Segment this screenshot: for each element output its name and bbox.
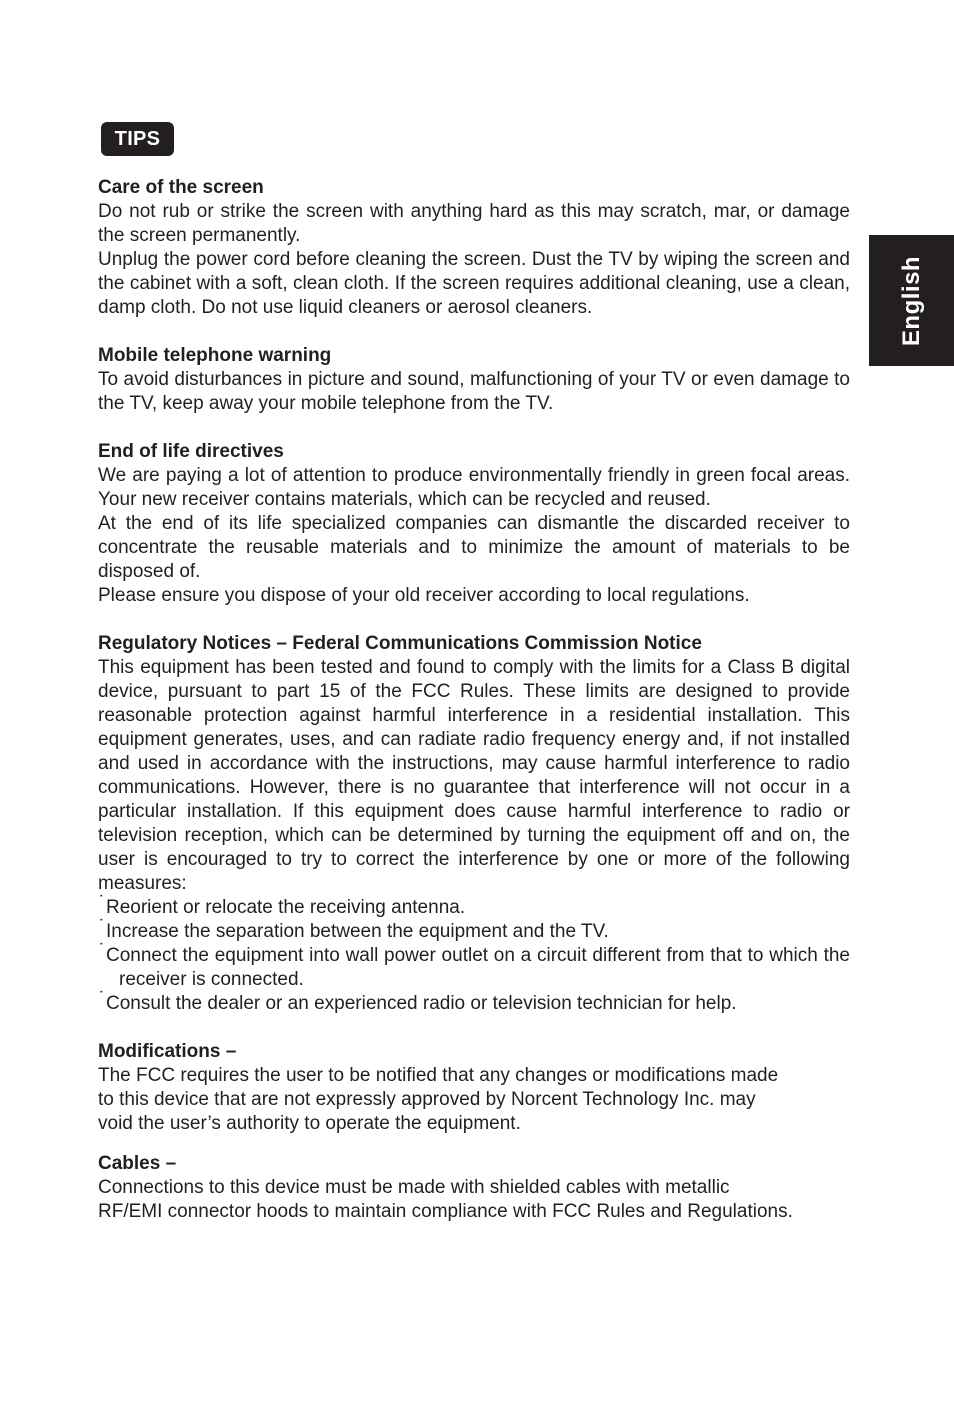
text-line: void the user’s authority to operate the equipment. (98, 1113, 521, 1134)
list-item-text: Reorient or relocate the receiving antenna. (106, 897, 466, 918)
paragraph: To avoid disturbances in picture and sound, malfunctioning of your TV or even damage to the TV, keep away your mobile telephone from the TV. (98, 369, 850, 414)
section-mobile-telephone-warning (98, 344, 850, 416)
section-fcc-notice (98, 632, 850, 1016)
paragraph: Do not rub or strike the screen with anything hard as this may scratch, mar, or damage the screen permanently. (98, 201, 850, 246)
list-item-text: Consult the dealer or an experienced radio or television technician for help. (106, 993, 737, 1014)
tips-badge: TIPS (101, 122, 174, 156)
text-line: RF/EMI connector hoods to maintain compliance with FCC Rules and Regulations. (98, 1201, 793, 1222)
section-cables (98, 1152, 850, 1224)
bullet-mark: ˙ (99, 917, 106, 938)
list-item (98, 893, 850, 920)
text-line: The FCC requires the user to be notified that any changes or modifications made (98, 1065, 779, 1086)
tips-content (98, 176, 850, 1248)
section-modifications (98, 1040, 850, 1136)
paragraph: At the end of its life specialized companies can dismantle the discarded receiver to concentrate the reusable materials and to minimize the amount of materials to be disposed of. (98, 513, 850, 582)
list-item (98, 941, 850, 992)
section-end-of-life (98, 440, 850, 608)
paragraph: Please ensure you dispose of your old receiver according to local regulations. (98, 585, 750, 606)
paragraph: This equipment has been tested and found to comply with the limits for a Class B digital device, pursuant to part 15 of the FCC Rules. These limits are designed to provide reasonable protection against harmful interference in a residential installation. This equipment generates, uses, and can radiate radio frequency energy and, if not installed and used in accordance with the instructions, may cause harmful interference to radio communications. However, there is no guarantee that interference will not occur in a particular installation. If this equipment does cause harmful interference to radio or television reception, which can be determined by turning the equipment off and on, the user is encouraged to try to correct the interference by one or more of the following measures: (98, 657, 850, 894)
bullet-mark: ˙ (99, 941, 106, 962)
bullet-mark: ˙ (99, 893, 106, 914)
paragraph: Unplug the power cord before cleaning the screen. Dust the TV by wiping the screen and the cabinet with a soft, clean cloth. If the screen requires additional cleaning, use a clean, damp cloth. Do not use liquid cleaners or aerosol cleaners. (98, 249, 850, 318)
section-heading: Care of the screen (98, 177, 264, 198)
section-heading: Modifications – (98, 1041, 237, 1062)
section-care-of-screen (98, 176, 850, 320)
bullet-mark: ˙ (99, 989, 106, 1010)
list-item (98, 917, 850, 944)
list-item-text: Connect the equipment into wall power outlet on a circuit different from that to which the receiver is connected. (106, 945, 850, 990)
measures-list (98, 893, 850, 1016)
text-line: Connections to this device must be made with shielded cables with metallic (98, 1177, 730, 1198)
section-heading: Cables – (98, 1153, 177, 1174)
paragraph: We are paying a lot of attention to produce environmentally friendly in green focal areas. Your new receiver contains materials, which can be recycled and reused. (98, 465, 850, 510)
list-item (98, 989, 850, 1016)
section-heading: Regulatory Notices – Federal Communications Commission Notice (98, 633, 702, 654)
list-item-text: Increase the separation between the equipment and the TV. (106, 921, 609, 942)
section-heading: Mobile telephone warning (98, 345, 332, 366)
section-heading: End of life directives (98, 441, 284, 462)
language-tab-label: English (897, 255, 925, 346)
text-line: to this device that are not expressly approved by Norcent Technology Inc. may (98, 1089, 756, 1110)
language-tab (869, 235, 954, 366)
